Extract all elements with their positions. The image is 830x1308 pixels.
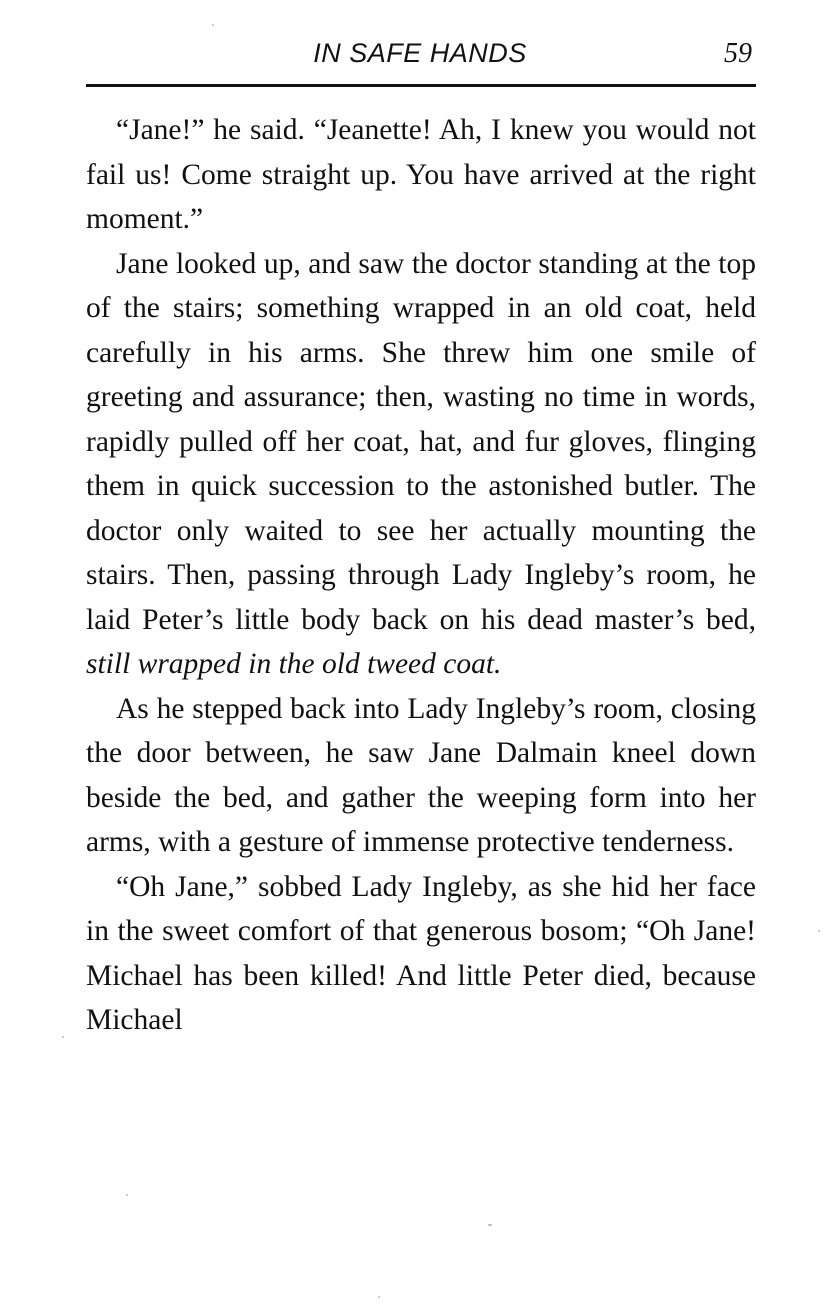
paper-speck [62, 1036, 64, 1038]
paragraph-text: Jane looked up, and saw the doctor standing at the top of the stairs; something wrapped in an old coat, held carefully in his arms. She threw him one smile of greeting and assurance; then, wasting no time in words, rapidly pulled off her coat, hat, and fur gloves, flinging them in quick succession to the astonished butler. The doctor only waited to see her actually mounting the stairs. Then, passing through Lady Ingleby’s room, he laid Peter’s little body back on his dead master’s bed, [86, 247, 756, 636]
running-head [84, 34, 756, 74]
paper-speck [378, 1296, 380, 1298]
running-head-title: IN SAFE HANDS [313, 38, 527, 68]
paper-speck [212, 24, 214, 26]
paper-speck [488, 1224, 492, 1226]
paragraph: “Oh Jane,” sobbed Lady Ingleby, as she hid her face in the sweet comfort of that generous bosom; “Oh Jane! Michael has been killed! And little Peter died, because Michael [86, 870, 756, 1036]
paragraph: As he stepped back into Lady Ingleby’s room, closing the door between, he saw Jane Dalmain kneel down beside the bed, and gather the weeping form into her arms, with a gesture of immense protective tenderness. [86, 692, 756, 858]
page-number: 59 [724, 38, 752, 69]
paragraph: “Jane!” he said. “Jeanette! Ah, I knew you would not fail us! Come straight up. You have arrived at the right moment.” [86, 114, 756, 235]
paragraph [86, 242, 756, 687]
body-text [86, 108, 756, 1043]
paper-speck [818, 930, 820, 932]
paper-speck [126, 1194, 128, 1196]
header-rule [86, 84, 756, 87]
paragraph-italic-tail: still wrapped in the old tweed coat. [86, 648, 502, 680]
